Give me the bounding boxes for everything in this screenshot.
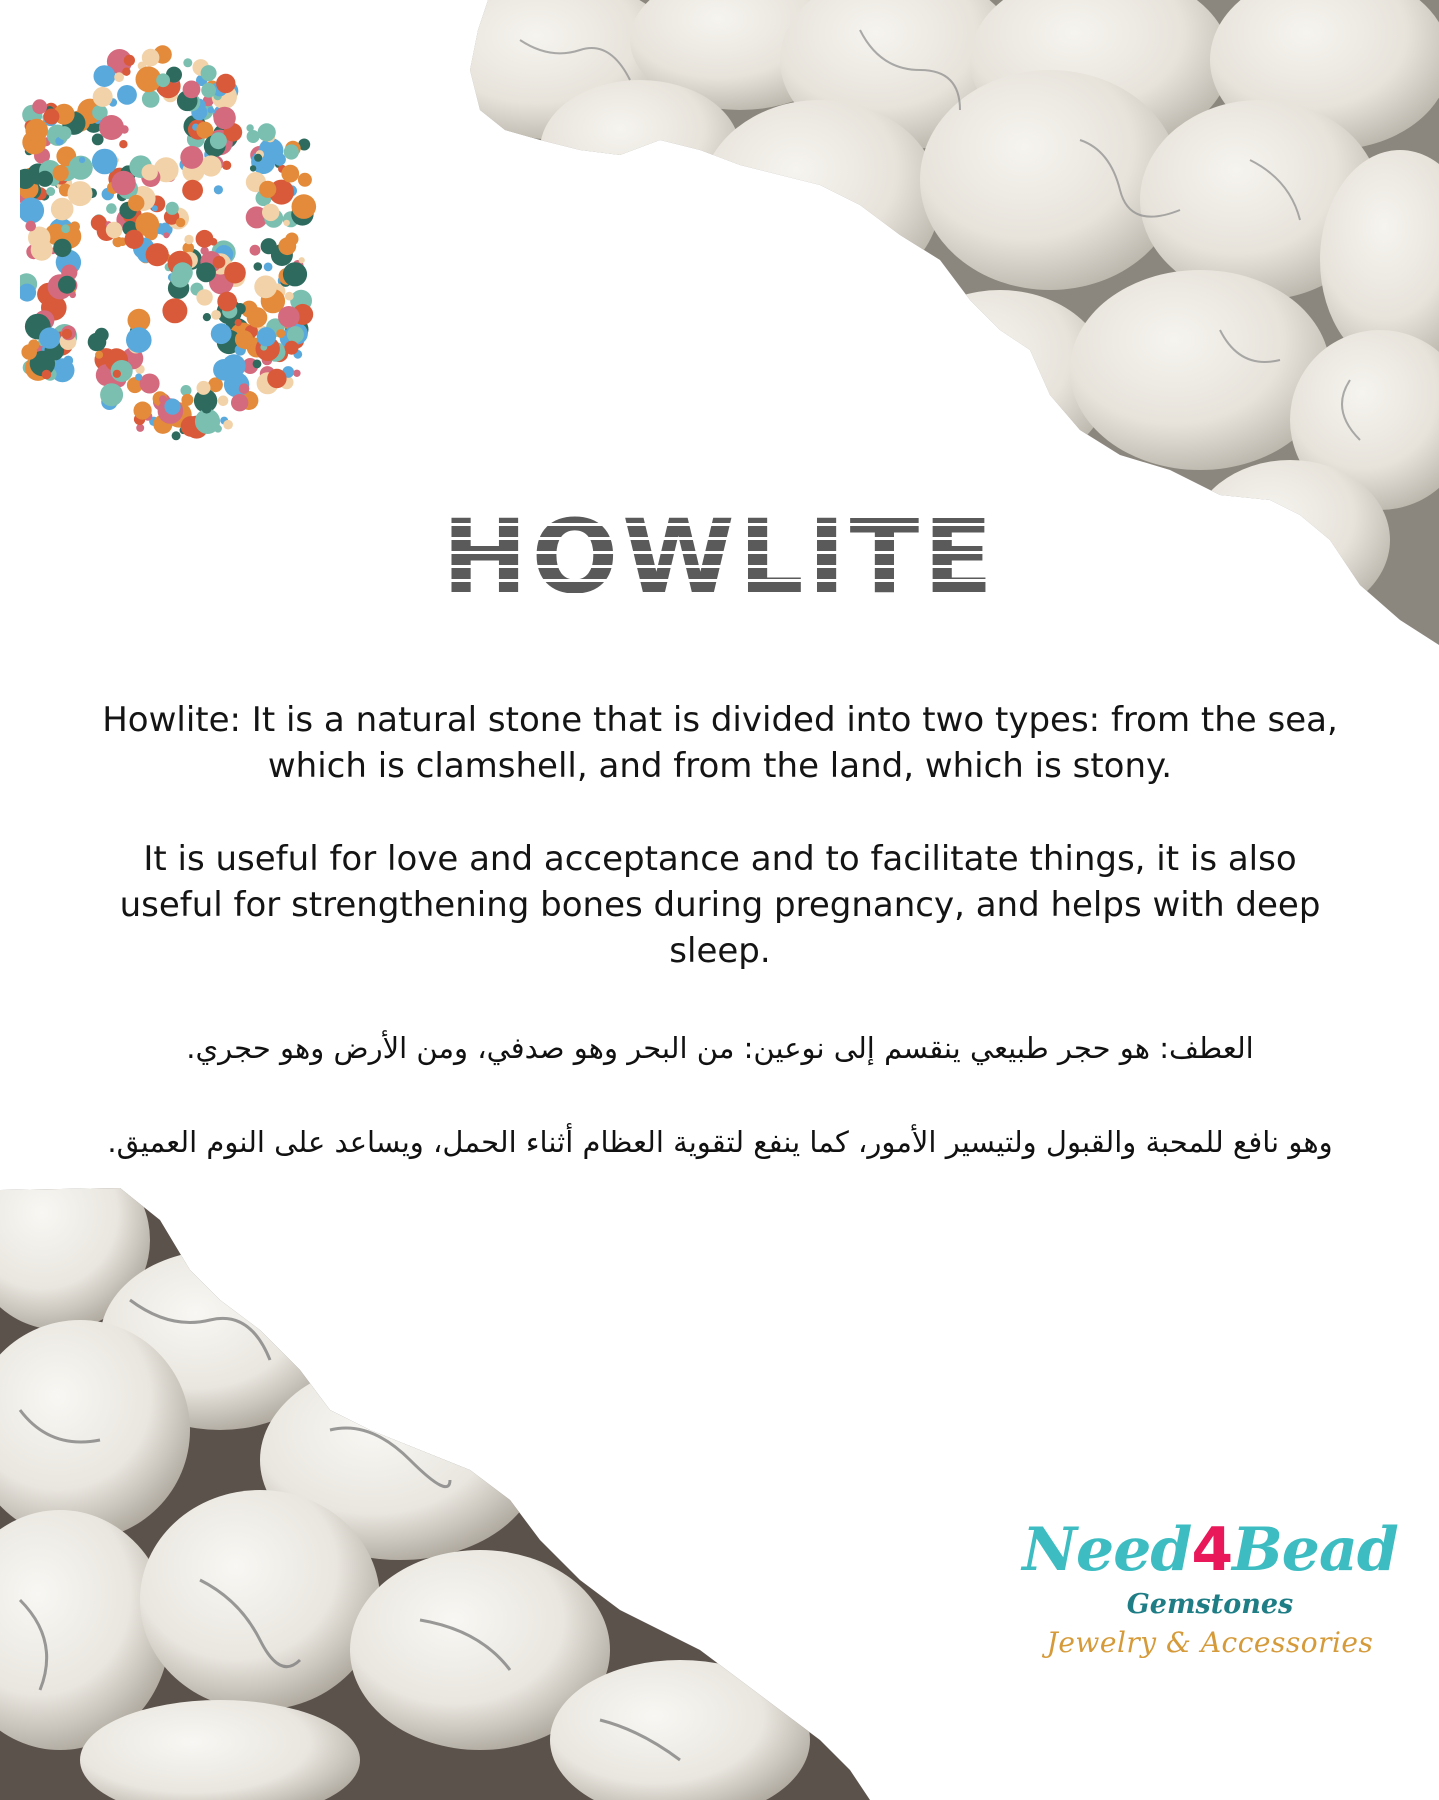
monogram-dot xyxy=(114,72,124,82)
monogram-dot xyxy=(31,239,53,261)
monogram-dot xyxy=(261,238,277,254)
monogram-dot xyxy=(146,243,169,266)
monogram-dot xyxy=(156,73,170,87)
monogram-dot xyxy=(135,374,142,381)
monogram-dot xyxy=(117,85,137,105)
monogram-dot xyxy=(222,161,231,170)
monogram-dot xyxy=(128,195,144,211)
monogram-dot xyxy=(259,181,276,198)
arabic-paragraph-2: وهو نافع للمحبة والقبول ولتيسير الأمور، كما ينفع لتقوية العظام أثناء الحمل، ويساعد على النوم العميق. xyxy=(107,1125,1333,1159)
monogram-dot xyxy=(142,49,160,67)
monogram-dot xyxy=(273,153,286,166)
monogram-dot xyxy=(287,326,304,343)
monogram-dot xyxy=(285,341,299,355)
monogram-dot xyxy=(134,402,152,420)
monogram-dot xyxy=(95,351,103,359)
brand-name-need: Need xyxy=(1022,1515,1192,1585)
monogram-dot xyxy=(200,155,221,176)
monogram-dot xyxy=(217,292,237,312)
monogram-dot xyxy=(92,149,118,175)
monogram-dot xyxy=(184,235,193,244)
monogram-dot xyxy=(250,165,256,171)
monogram-dot xyxy=(95,328,109,342)
monogram-dot xyxy=(53,239,71,257)
monogram-dot xyxy=(276,329,285,338)
monogram-dot xyxy=(208,107,215,114)
monogram-dot xyxy=(210,132,227,149)
monogram-dot xyxy=(142,90,160,108)
monogram-dot xyxy=(293,370,300,377)
monogram-dot xyxy=(124,55,135,66)
monogram-dot xyxy=(196,262,216,282)
monogram-dot xyxy=(182,180,203,201)
monogram-dot xyxy=(284,144,299,159)
monogram-dot xyxy=(39,327,60,348)
monogram-dot xyxy=(223,420,233,430)
monogram-dot xyxy=(172,431,181,440)
monogram-dot xyxy=(93,87,113,107)
monogram-dot xyxy=(257,327,276,346)
brand-subtitle-jewelry: Jewelry & Accessories xyxy=(1046,1626,1374,1659)
monogram-dot xyxy=(111,171,135,195)
monogram-dot xyxy=(62,329,72,339)
brand-name-four: 4 xyxy=(1191,1515,1233,1585)
monogram-dot xyxy=(122,68,130,76)
monogram-dot xyxy=(203,313,211,321)
monogram-dot xyxy=(201,83,216,98)
monogram-dot xyxy=(254,154,262,162)
monogram-dot xyxy=(239,383,250,394)
monogram-dot xyxy=(170,268,190,288)
monogram-dot xyxy=(25,221,36,232)
monogram-dot xyxy=(213,107,235,129)
monogram-dot xyxy=(176,218,185,227)
monogram-dot xyxy=(267,369,286,388)
monogram-dot xyxy=(210,238,218,246)
monogram-dot xyxy=(262,204,279,221)
monogram-dot xyxy=(235,319,242,326)
monogram-dot xyxy=(183,81,201,99)
monogram-dot xyxy=(46,187,55,196)
brand-subtitle-gemstones: Gemstones xyxy=(1126,1589,1294,1620)
monogram-dot xyxy=(20,198,44,224)
monogram-dot xyxy=(140,374,160,394)
monogram-dot xyxy=(53,165,69,181)
monogram-logo xyxy=(20,45,330,460)
monogram-dot xyxy=(142,164,158,180)
monogram-dot xyxy=(292,194,317,219)
monogram-dot xyxy=(284,220,290,226)
monogram-dot xyxy=(99,115,124,140)
monogram-dot xyxy=(79,157,85,163)
monogram-dot xyxy=(113,370,121,378)
monogram-dot xyxy=(281,165,299,183)
monogram-dot xyxy=(298,173,312,187)
monogram-dot xyxy=(106,222,123,239)
monogram-dot xyxy=(264,263,273,272)
monogram-dot xyxy=(61,224,70,233)
monogram-dot xyxy=(197,381,211,395)
monogram-dot xyxy=(57,126,71,140)
monogram-dot xyxy=(253,360,262,369)
monogram-dot xyxy=(126,327,152,353)
monogram-dot xyxy=(100,383,123,406)
monogram-dot xyxy=(37,171,53,187)
monogram-dot xyxy=(42,370,52,380)
monogram-dot xyxy=(213,359,235,381)
monogram-dot xyxy=(43,109,59,125)
monogram-dot xyxy=(91,215,107,231)
monogram-dot xyxy=(254,275,277,298)
monogram-dot xyxy=(247,307,268,328)
monogram-dot xyxy=(125,230,144,249)
howlite-stones-image-bottom xyxy=(0,1180,1439,1800)
monogram-dot xyxy=(216,74,235,93)
monogram-dot xyxy=(25,119,48,142)
monogram-dot xyxy=(285,292,294,301)
monogram-dot xyxy=(299,257,305,263)
monogram-dot xyxy=(218,396,229,407)
monogram-dot xyxy=(231,394,248,411)
page-title: HOWLITE xyxy=(0,498,1439,617)
monogram-dot xyxy=(166,202,179,215)
monogram-dot xyxy=(278,306,300,328)
monogram-dot xyxy=(283,262,307,286)
monogram-dot xyxy=(213,256,226,269)
monogram-dot xyxy=(63,356,73,366)
monogram-dot xyxy=(240,338,251,349)
monogram-dot xyxy=(211,323,232,344)
monogram-dot xyxy=(224,262,246,284)
monogram-dot xyxy=(214,185,223,194)
brand-logo xyxy=(1020,1515,1400,1695)
monogram-dot xyxy=(202,403,212,413)
monogram-dot xyxy=(181,394,193,406)
monogram-dot xyxy=(246,124,253,131)
brand-name xyxy=(1020,1515,1400,1585)
monogram-dot xyxy=(196,289,212,305)
arabic-paragraph-1: العطف: هو حجر طبيعي ينقسم إلى نوعين: من البحر وهو صدفي، ومن الأرض وهو حجري. xyxy=(186,1031,1254,1065)
monogram-dot xyxy=(136,424,144,432)
monogram-dot xyxy=(211,310,221,320)
monogram-dot xyxy=(106,203,117,214)
monogram-dot xyxy=(254,262,263,271)
monogram-dot xyxy=(201,65,217,81)
monogram-dot xyxy=(180,146,203,169)
monogram-dot xyxy=(163,232,169,238)
monogram-dot xyxy=(68,181,93,206)
monogram-dot xyxy=(21,344,37,360)
monogram-dot xyxy=(250,245,261,256)
monogram-dot xyxy=(94,65,116,87)
english-paragraph-2: It is useful for love and acceptance and to facilitate things, it is also useful for strengthening bones during pregnancy, and helps with deep sleep. xyxy=(119,839,1321,971)
monogram-dot xyxy=(162,298,187,323)
monogram-dot xyxy=(258,123,276,141)
english-paragraph-1: Howlite: It is a natural stone that is divided into two types: from the sea, which is clamshell, and from the land, which is stony. xyxy=(102,700,1338,786)
monogram-dot xyxy=(164,399,180,415)
monogram-dot xyxy=(119,140,127,148)
monogram-dot xyxy=(58,276,76,294)
brand-name-bead: Bead xyxy=(1232,1515,1398,1585)
monogram-dot xyxy=(196,230,214,248)
monogram-dot xyxy=(183,58,192,67)
monogram-dot xyxy=(278,237,296,255)
